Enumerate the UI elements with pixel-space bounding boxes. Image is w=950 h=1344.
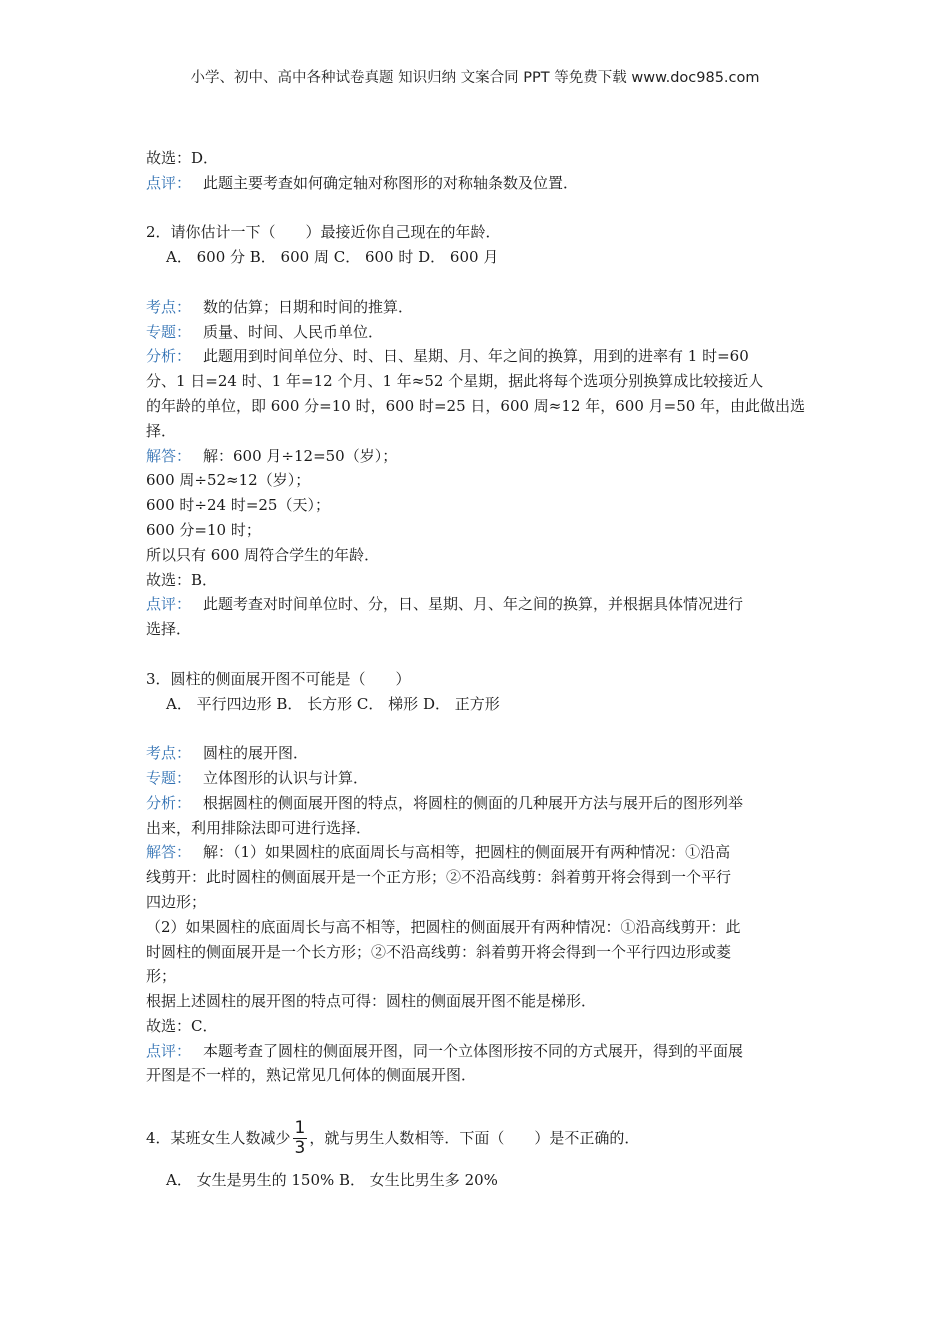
fraction-denominator: 3 bbox=[294, 1137, 306, 1158]
q3-jieda-line: 时圆柱的侧面展开是一个长方形；②不沿高线剪：斜着剪开将会得到一个平行四边形或菱 bbox=[146, 942, 732, 961]
q2-jieda-line: 所以只有 600 周符合学生的年龄． bbox=[146, 545, 380, 564]
kaodian-text: 数的估算；日期和时间的推算． bbox=[203, 297, 414, 316]
q2-fenxi-line: 分、1 日=24 时、1 年=12 个月、1 年≈52 个星期，据此将每个选项分别换算成比较接近人 bbox=[146, 372, 764, 391]
q2-fenxi bbox=[146, 344, 811, 369]
zhuanti-text: 质量、时间、人民币单位． bbox=[203, 322, 384, 341]
q3-zhuanti bbox=[146, 766, 811, 791]
q2-jieda-line: 600 分=10 时； bbox=[146, 520, 261, 539]
q2-stem: 2．请你估计一下（ ）最接近你自己现在的年龄． bbox=[146, 223, 501, 242]
jieda-label: 解答： bbox=[146, 843, 192, 862]
kaodian-text: 圆柱的展开图． bbox=[203, 744, 309, 763]
comment-text: 本题考查了圆柱的侧面展开图，同一个立体图形按不同的方式展开，得到的平面展 bbox=[203, 1041, 744, 1060]
q4-stem-end: ，就与男生人数相等．下面（ ）是不正确的． bbox=[309, 1128, 640, 1147]
q2-comment bbox=[146, 592, 811, 617]
zhuanti-label: 专题： bbox=[146, 322, 192, 341]
q2-comment-line: 选择． bbox=[146, 620, 192, 639]
q2-kaodian bbox=[146, 295, 811, 320]
fenxi-text: 根据圆柱的侧面展开图的特点，将圆柱的侧面的几种展开方法与展开后的图形列举 bbox=[203, 793, 744, 812]
q2-jieda bbox=[146, 444, 811, 469]
q4-stem bbox=[146, 1114, 811, 1162]
q3-answer: 故选：C． bbox=[146, 1016, 218, 1035]
jieda-label: 解答： bbox=[146, 446, 192, 465]
q3-jieda-line: （2）如果圆柱的底面周长与高不相等，把圆柱的侧面展开有两种情况：①沿高线剪开：此 bbox=[146, 917, 741, 936]
q3-jieda-line: 根据上述圆柱的展开图的特点可得：圆柱的侧面展开图不能是梯形． bbox=[146, 992, 597, 1011]
zhuanti-label: 专题： bbox=[146, 768, 192, 787]
q3-jieda bbox=[146, 840, 811, 865]
kaodian-label: 考点： bbox=[146, 297, 192, 316]
q3-options: A． 平行四边形 B． 长方形 C． 梯形 D． 正方形 bbox=[166, 694, 500, 713]
fenxi-text: 此题用到时间单位分、时、日、星期、月、年之间的换算，用到的进率有 1 时=60 bbox=[203, 347, 749, 366]
q2-options: A． 600 分 B． 600 周 C． 600 时 D． 600 月 bbox=[166, 248, 499, 267]
kaodian-label: 考点： bbox=[146, 744, 192, 763]
comment-label: 点评： bbox=[146, 173, 192, 192]
q3-fenxi-line: 出来，利用排除法即可进行选择． bbox=[146, 818, 372, 837]
q1-comment bbox=[146, 171, 811, 196]
q1-answer: 故选：D． bbox=[146, 149, 219, 167]
fraction-numerator: 1 bbox=[294, 1117, 306, 1138]
jieda-text: 解：600 月÷12=50（岁）； bbox=[203, 446, 398, 465]
q2-jieda-line: 600 周÷52≈12（岁）； bbox=[146, 471, 311, 490]
zhuanti-text: 立体图形的认识与计算． bbox=[203, 768, 369, 787]
comment-label: 点评： bbox=[146, 595, 192, 614]
jieda-text: 解：（1）如果圆柱的底面周长与高相等，把圆柱的侧面展开有两种情况：①沿高 bbox=[203, 843, 731, 862]
q2-jieda-line: 600 时÷24 时=25（天）； bbox=[146, 496, 330, 515]
q2-answer: 故选：B． bbox=[146, 570, 218, 589]
document-body bbox=[146, 146, 811, 1193]
q2-fenxi-line: 择． bbox=[146, 421, 177, 440]
q3-kaodian bbox=[146, 741, 811, 766]
q2-zhuanti bbox=[146, 320, 811, 345]
comment-label: 点评： bbox=[146, 1041, 192, 1060]
page-header: 小学、初中、高中各种试卷真题 知识归纳 文案合同 PPT 等免费下载 www.doc985.com bbox=[190, 70, 760, 86]
q2-fenxi-line: 的年龄的单位，即 600 分=10 时，600 时=25 日，600 周≈12 年，600 月=50 年，由此做出选 bbox=[146, 396, 806, 415]
fraction-one-third bbox=[293, 1119, 308, 1158]
q3-jieda-line: 线剪开：此时圆柱的侧面展开是一个正方形；②不沿高线剪：斜着剪开将会得到一个平行 bbox=[146, 868, 732, 887]
q4-stem-start: 4．某班女生人数减少 bbox=[146, 1128, 291, 1147]
q3-comment-line: 开图是不一样的，熟记常见几何体的侧面展开图． bbox=[146, 1066, 477, 1085]
fenxi-label: 分析： bbox=[146, 793, 192, 812]
q3-fenxi bbox=[146, 791, 811, 816]
comment-text: 此题考查对时间单位时、分，日、星期、月、年之间的换算，并根据具体情况进行 bbox=[203, 595, 744, 614]
fenxi-label: 分析： bbox=[146, 347, 192, 366]
comment-text: 此题主要考查如何确定轴对称图形的对称轴条数及位置． bbox=[203, 173, 579, 192]
q3-comment bbox=[146, 1039, 811, 1064]
q3-jieda-line: 四边形； bbox=[146, 892, 207, 911]
q4-options: A． 女生是男生的 150% B． 女生比男生多 20% bbox=[166, 1171, 498, 1190]
q3-stem: 3．圆柱的侧面展开图不可能是（ ） bbox=[146, 669, 411, 688]
q3-jieda-line: 形； bbox=[146, 967, 177, 986]
